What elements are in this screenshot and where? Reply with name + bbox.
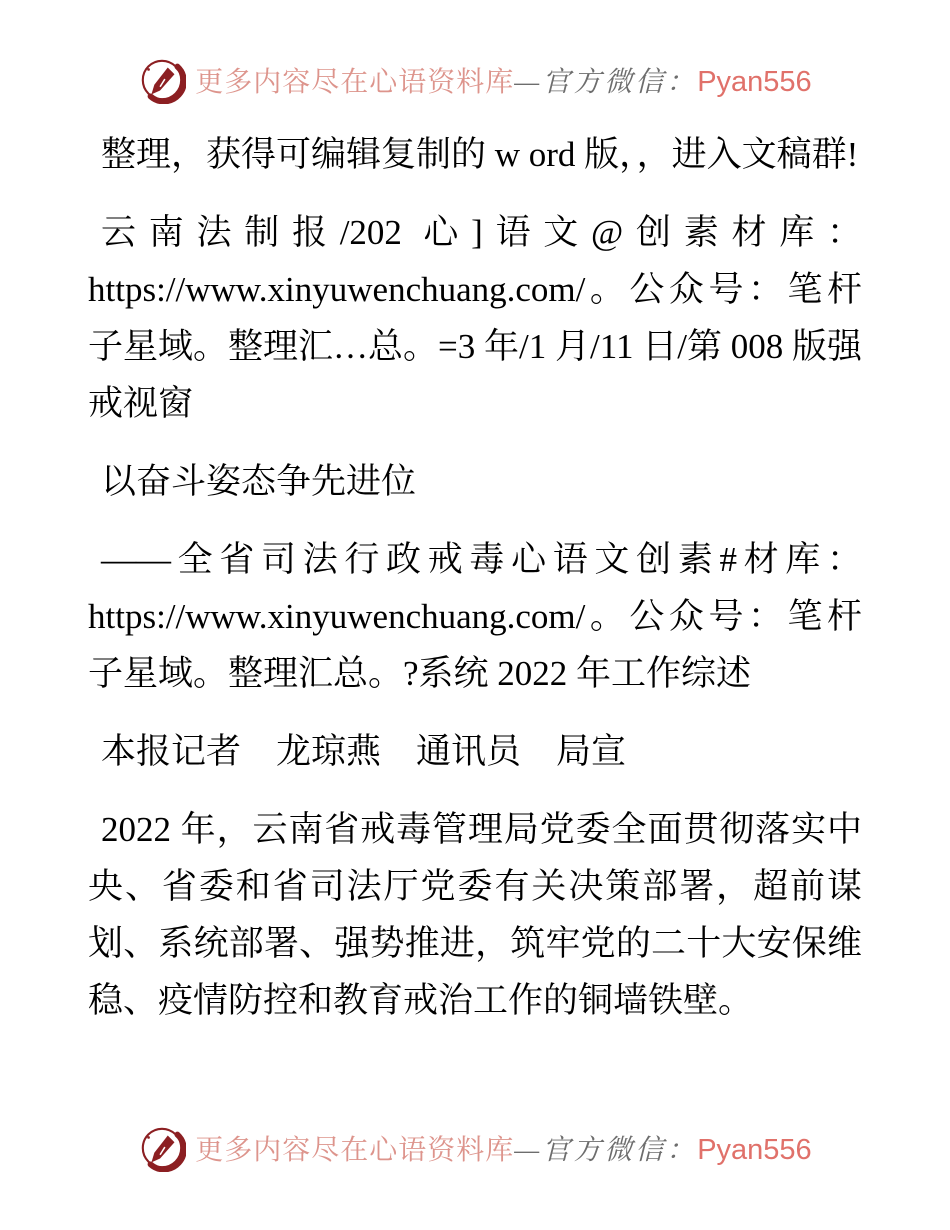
paragraph: 整理，获得可编辑复制的 w ord 版，，进入文稿群! <box>101 135 859 174</box>
brand-text <box>195 60 811 100</box>
brand-wechat-label: —官方微信： <box>514 67 698 98</box>
brand-text <box>195 1128 811 1168</box>
brand-tagline: 更多内容尽在心语资料库 <box>195 67 515 98</box>
paragraph: 本报记者 龙琼燕 通讯员 局宣 <box>101 732 627 771</box>
paragraph: 以奋斗姿态争先进位 <box>101 462 417 501</box>
brand-wechat-id: Pyan556 <box>697 66 812 98</box>
document-body <box>0 104 950 1124</box>
brand-tagline: 更多内容尽在心语资料库 <box>195 1135 515 1166</box>
watermark-footer <box>0 1124 950 1230</box>
brand-wechat-label: —官方微信： <box>514 1135 698 1166</box>
brand-wechat-id: Pyan556 <box>697 1134 812 1166</box>
pen-logo-icon <box>138 56 186 104</box>
paragraph: ——全省司法行政戒毒心语文创素#材库：https://www.xinyuwenchuang.com/。公众号：笔杆子星域。整理汇总。?系统 2022 年工作综述 <box>88 540 862 693</box>
paragraph: 云南法制报/202 心]语文@创素材库：https://www.xinyuwenchuang.com/。公众号：笔杆子星域。整理汇…总。=3 年/1 月/11 日/第 008 版强戒视窗 <box>88 213 862 423</box>
watermark-header <box>0 0 950 104</box>
paragraph: 2022 年，云南省戒毒管理局党委全面贯彻落实中央、省委和省司法厅党委有关决策部署，超前谋划、系统部署、强势推进，筑牢党的二十大安保维稳、疫情防控和教育戒治工作的铜墙铁壁。 <box>88 810 862 1020</box>
pen-logo-icon <box>138 1124 186 1172</box>
